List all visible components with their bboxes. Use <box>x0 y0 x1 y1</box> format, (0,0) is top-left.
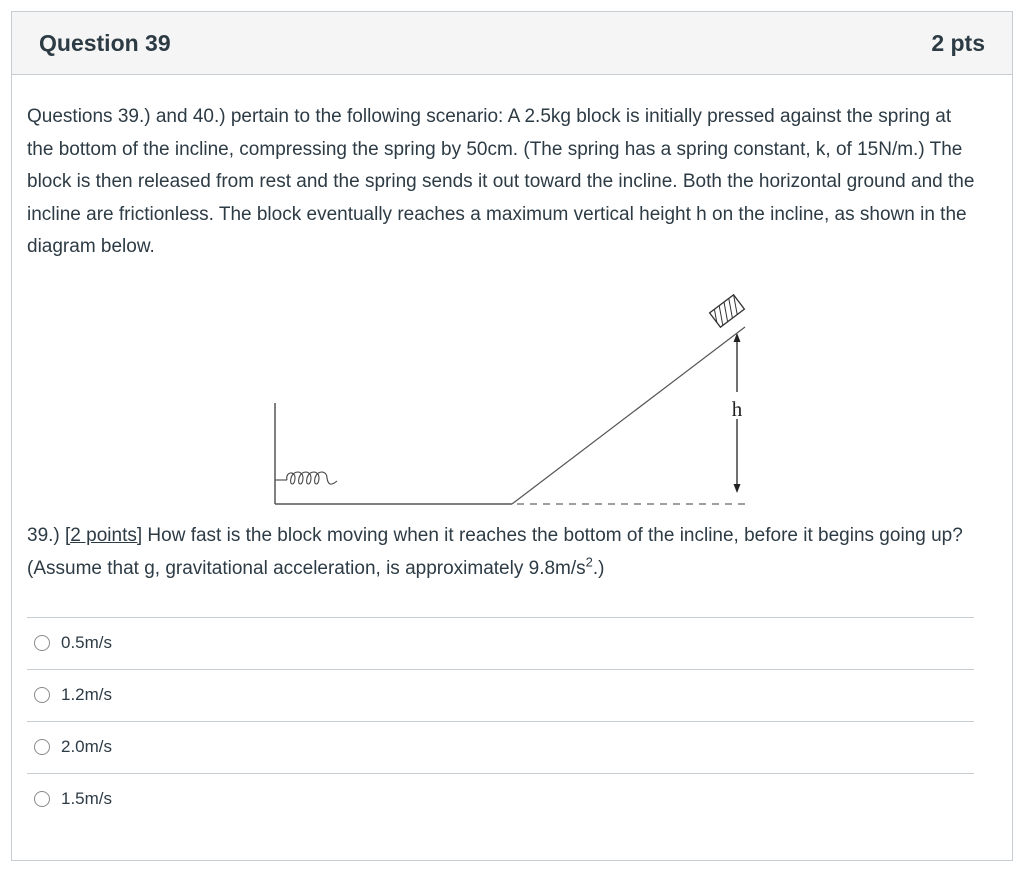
question-header <box>12 12 1012 75</box>
points-link[interactable]: [2 points] <box>65 525 143 546</box>
answer-option[interactable] <box>27 722 974 774</box>
incline-diagram <box>255 285 755 520</box>
answer-label: 1.2m/s <box>61 685 113 704</box>
question-points: 2 pts <box>931 30 985 56</box>
answer-option[interactable] <box>27 774 974 825</box>
question-prompt <box>27 520 977 585</box>
radio-button[interactable] <box>34 739 50 755</box>
answer-label: 2.0m/s <box>61 737 113 756</box>
prompt-superscript: 2 <box>585 554 593 570</box>
question-title: Question 39 <box>39 30 171 56</box>
answer-label: 1.5m/s <box>61 789 113 808</box>
scenario-text: Questions 39.) and 40.) pertain to the following scenario: A 2.5kg block is initially pressed against the spring at the bottom of the incline, compressing the spring by 50cm. (The spring has a spring constant, k, of 15N/m.) The block is then released from rest and the spring sends it out toward the incline. Both the horizontal ground and the incline are frictionless. The block eventually reaches a maximum vertical height h on the incline, as shown in the diagram below. <box>27 106 975 257</box>
incline-diagram-svg <box>255 285 755 515</box>
radio-button[interactable] <box>34 635 50 651</box>
prompt-text: How fast is the block moving when it reaches the bottom of the incline, before it begins going up? (Assume that g, gravitational acceleration, is approximately 9.8m/s <box>27 525 963 579</box>
radio-button[interactable] <box>34 791 50 807</box>
height-label: h <box>731 397 743 421</box>
incline-line <box>512 327 745 504</box>
answer-list <box>27 617 974 825</box>
block-icon <box>710 295 745 327</box>
radio-button[interactable] <box>34 687 50 703</box>
spring-coil <box>287 472 337 484</box>
answer-option[interactable] <box>27 670 974 722</box>
height-arrowhead-down <box>734 484 741 493</box>
prompt-text-end: .) <box>592 557 605 579</box>
answer-label: 0.5m/s <box>61 633 113 652</box>
prompt-number: 39.) <box>27 525 60 546</box>
answer-option[interactable] <box>27 618 974 670</box>
